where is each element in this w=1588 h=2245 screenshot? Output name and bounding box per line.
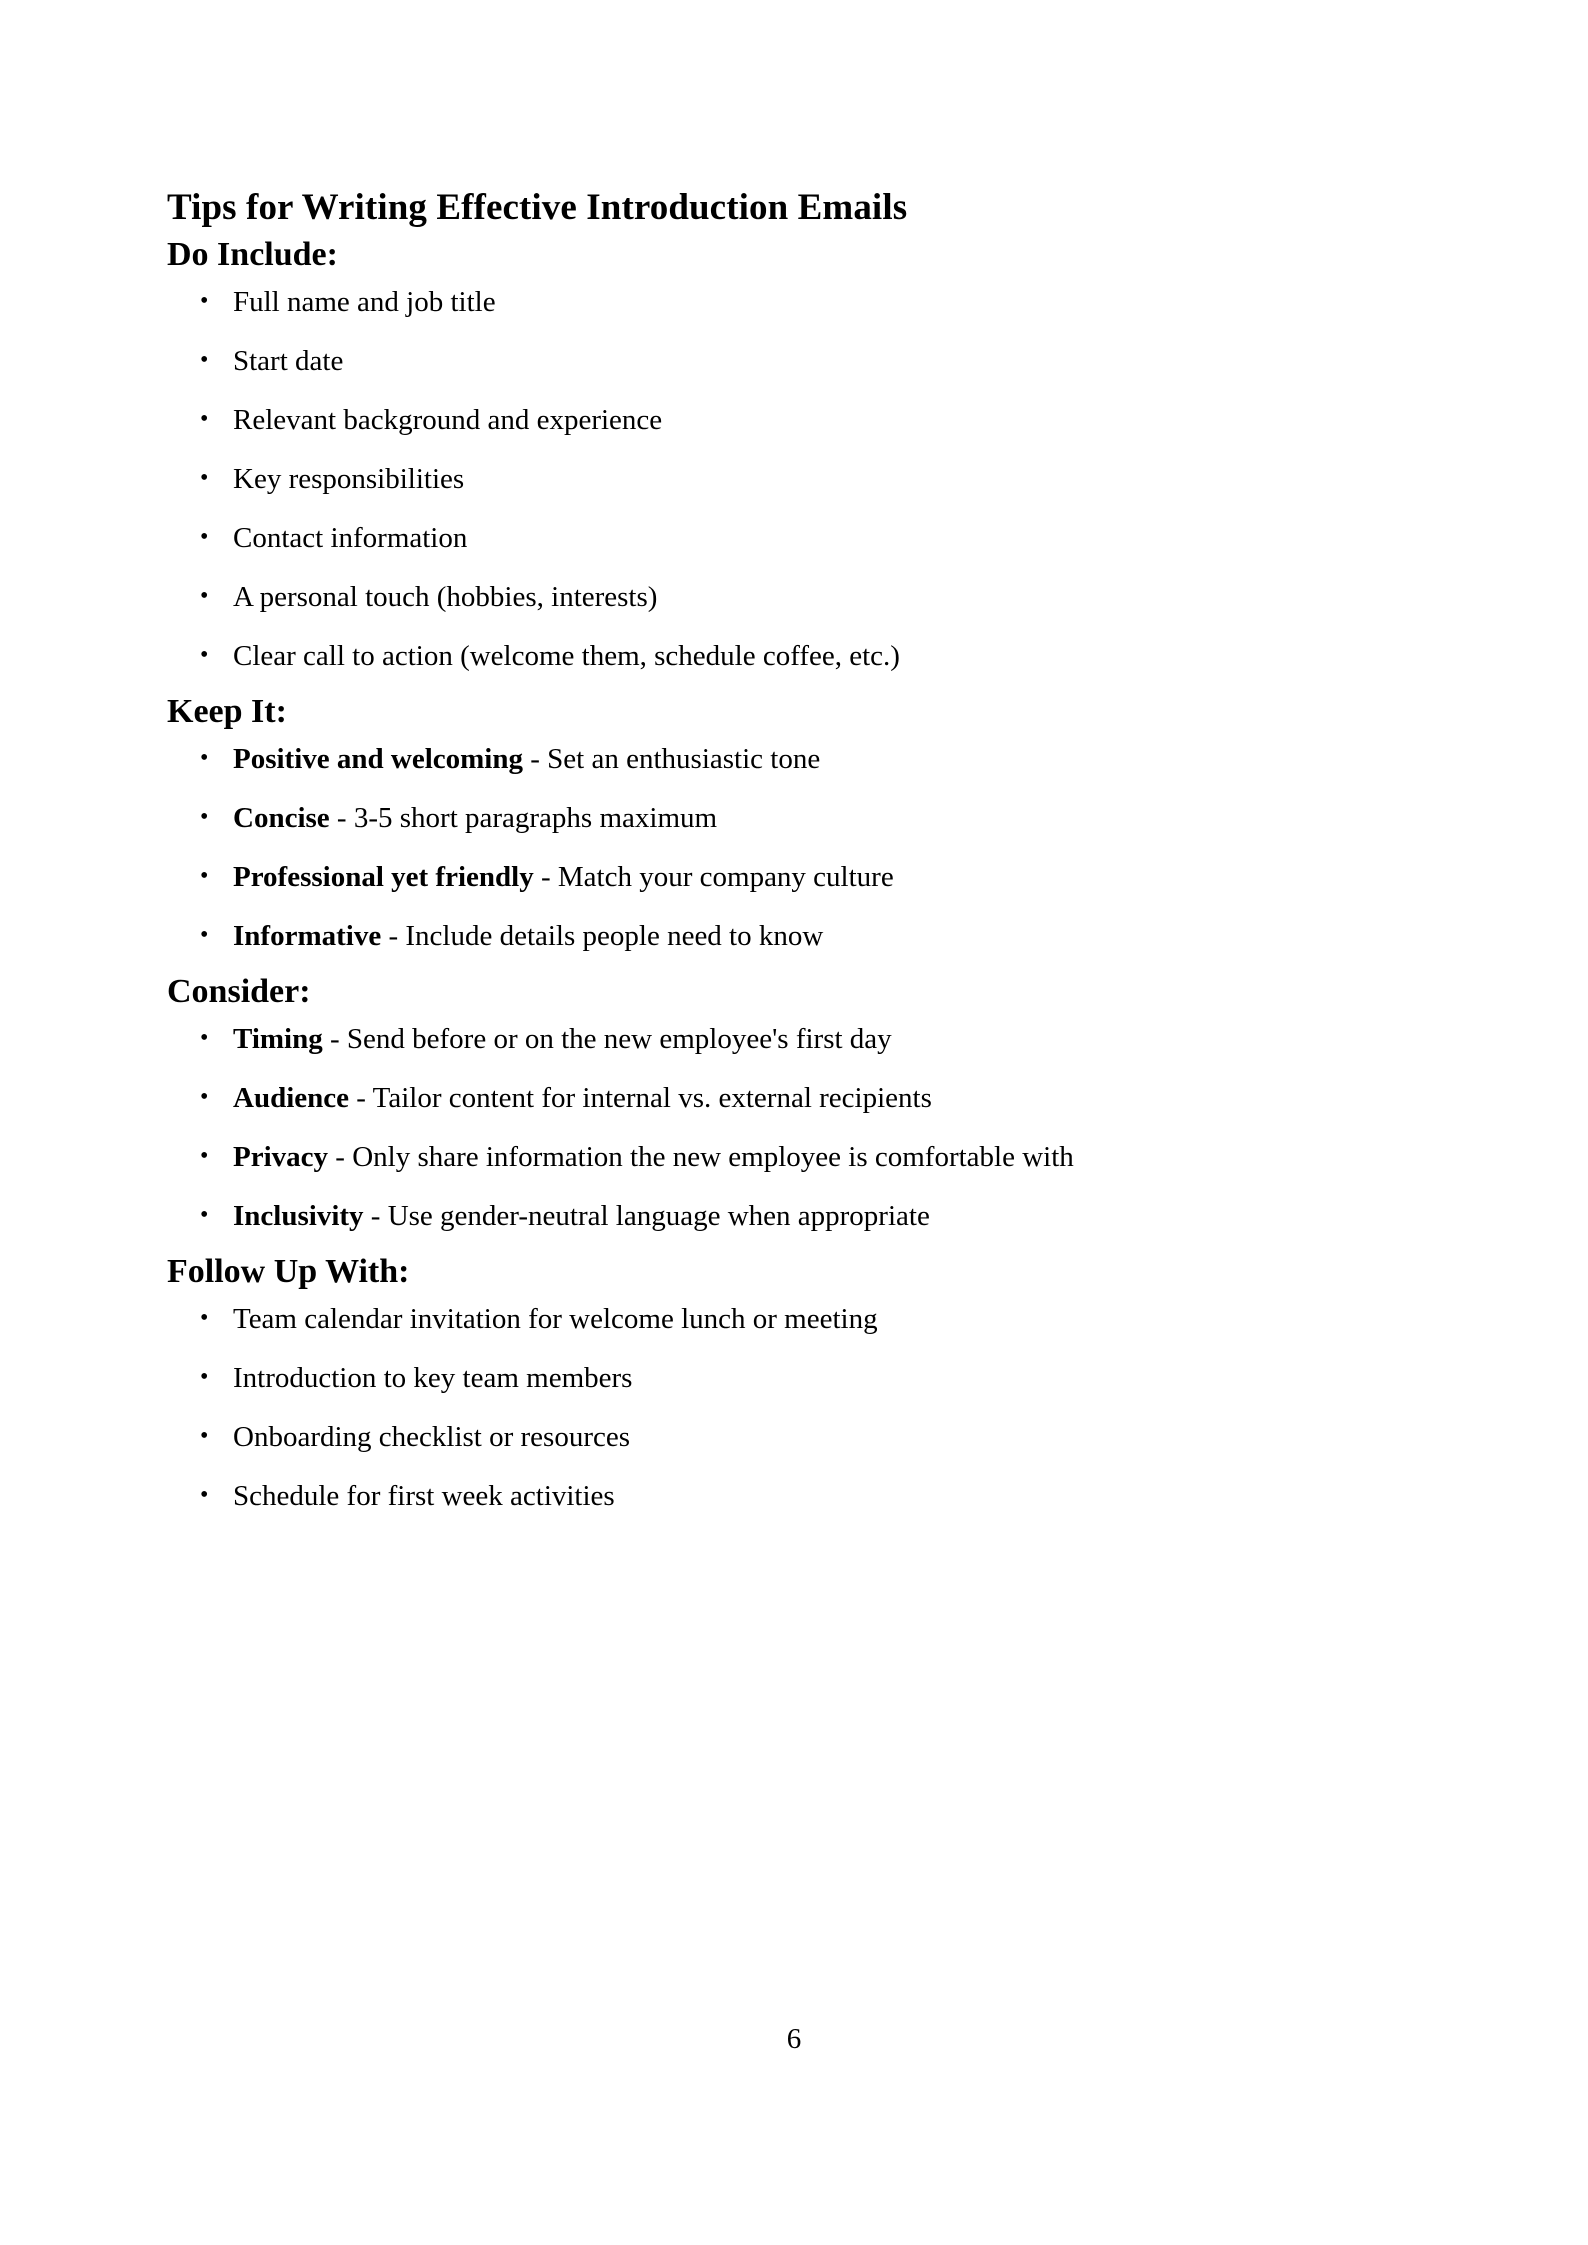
list-item-text: Clear call to action (welcome them, schedule coffee, etc.): [233, 640, 900, 673]
list-item-text: A personal touch (hobbies, interests): [233, 581, 658, 614]
list-item-text: Contact information: [233, 522, 468, 555]
list-item-separator: -: [328, 1140, 353, 1173]
list-item: [167, 638, 1427, 675]
list-item: [167, 343, 1427, 380]
list-item: [167, 579, 1427, 616]
bullet-icon: •: [200, 1024, 209, 1051]
bullet-icon: •: [200, 642, 209, 669]
list-item: [167, 1139, 1427, 1176]
section-heading: Follow Up With:: [167, 1253, 410, 1291]
list-item-lead: Privacy: [233, 1140, 329, 1173]
list-item-text: Use gender-neutral language when appropriate: [387, 1200, 930, 1233]
list-item-text: Onboarding checklist or resources: [233, 1420, 631, 1453]
list-item-text: Only share information the new employee is comfortable with: [352, 1140, 1074, 1173]
bullet-icon: •: [200, 1083, 209, 1110]
list-item: [167, 859, 1427, 896]
page-number: 6: [786, 2023, 802, 2055]
document-body: [167, 185, 1427, 1531]
list-item-separator: -: [349, 1081, 373, 1114]
list-item-separator: -: [363, 1200, 388, 1233]
list-item-lead: Timing: [233, 1022, 323, 1055]
list-item-lead: Positive and welcoming: [233, 742, 523, 775]
bullet-icon: •: [200, 287, 209, 314]
list-item: [167, 1360, 1427, 1397]
list-item-lead: Professional yet friendly: [233, 861, 534, 894]
bullet-list: [167, 284, 1427, 676]
list-item: [167, 284, 1427, 321]
list-item: [167, 800, 1427, 837]
list-item: [167, 402, 1427, 439]
bullet-icon: •: [200, 863, 209, 890]
list-item-text: Match your company culture: [557, 861, 894, 894]
list-item-text: Include details people need to know: [405, 920, 824, 953]
bullet-icon: •: [200, 1363, 209, 1390]
list-item: [167, 1301, 1427, 1338]
list-item-text: Introduction to key team members: [233, 1361, 633, 1394]
section-list: [167, 234, 1427, 1515]
bullet-icon: •: [200, 744, 209, 771]
list-item: [167, 1021, 1427, 1058]
bullet-icon: •: [200, 405, 209, 432]
list-item: [167, 1080, 1427, 1117]
bullet-icon: •: [200, 1304, 209, 1331]
list-item: [167, 461, 1427, 498]
list-item-text: Schedule for first week activities: [233, 1479, 615, 1512]
list-item-text: Send before or on the new employee's first day: [346, 1022, 892, 1055]
list-item-lead: Inclusivity: [233, 1200, 364, 1233]
list-item-text: 3-5 short paragraphs maximum: [353, 801, 718, 834]
list-item-separator: -: [523, 742, 548, 775]
list-item: [167, 1419, 1427, 1456]
list-item: [167, 1198, 1427, 1235]
bullet-icon: •: [200, 803, 209, 830]
bullet-icon: •: [200, 922, 209, 949]
bullet-icon: •: [200, 346, 209, 373]
list-item-text: Set an enthusiastic tone: [547, 742, 821, 775]
list-item-separator: -: [322, 1022, 347, 1055]
list-item-text: Relevant background and experience: [233, 403, 663, 436]
bullet-icon: •: [200, 1422, 209, 1449]
bullet-icon: •: [200, 1142, 209, 1169]
section-heading: Do Include:: [167, 236, 338, 274]
list-item-separator: -: [533, 861, 558, 894]
list-item: [167, 741, 1427, 778]
bullet-list: [167, 741, 1427, 955]
list-item: [167, 1478, 1427, 1515]
list-item-text: Key responsibilities: [233, 462, 465, 495]
bullet-icon: •: [200, 464, 209, 491]
page-title: Tips for Writing Effective Introduction Emails: [167, 187, 908, 228]
list-item-text: Team calendar invitation for welcome lunch or meeting: [233, 1302, 878, 1335]
list-item-text: Start date: [233, 344, 344, 377]
bullet-list: [167, 1021, 1427, 1235]
section-heading: Keep It:: [167, 693, 287, 731]
list-item-lead: Concise: [233, 801, 330, 834]
section-heading: Consider:: [167, 973, 311, 1011]
bullet-icon: •: [200, 524, 209, 551]
bullet-icon: •: [200, 583, 209, 610]
bullet-icon: •: [200, 1481, 209, 1508]
list-item-lead: Audience: [233, 1081, 349, 1114]
list-item: [167, 918, 1427, 955]
list-item: [167, 520, 1427, 557]
bullet-list: [167, 1301, 1427, 1515]
list-item-text: Full name and job title: [233, 285, 496, 318]
list-item-separator: -: [329, 801, 354, 834]
bullet-icon: •: [200, 1202, 209, 1229]
list-item-text: Tailor content for internal vs. external recipients: [372, 1081, 932, 1114]
list-item-lead: Informative: [233, 920, 382, 953]
list-item-separator: -: [381, 920, 406, 953]
